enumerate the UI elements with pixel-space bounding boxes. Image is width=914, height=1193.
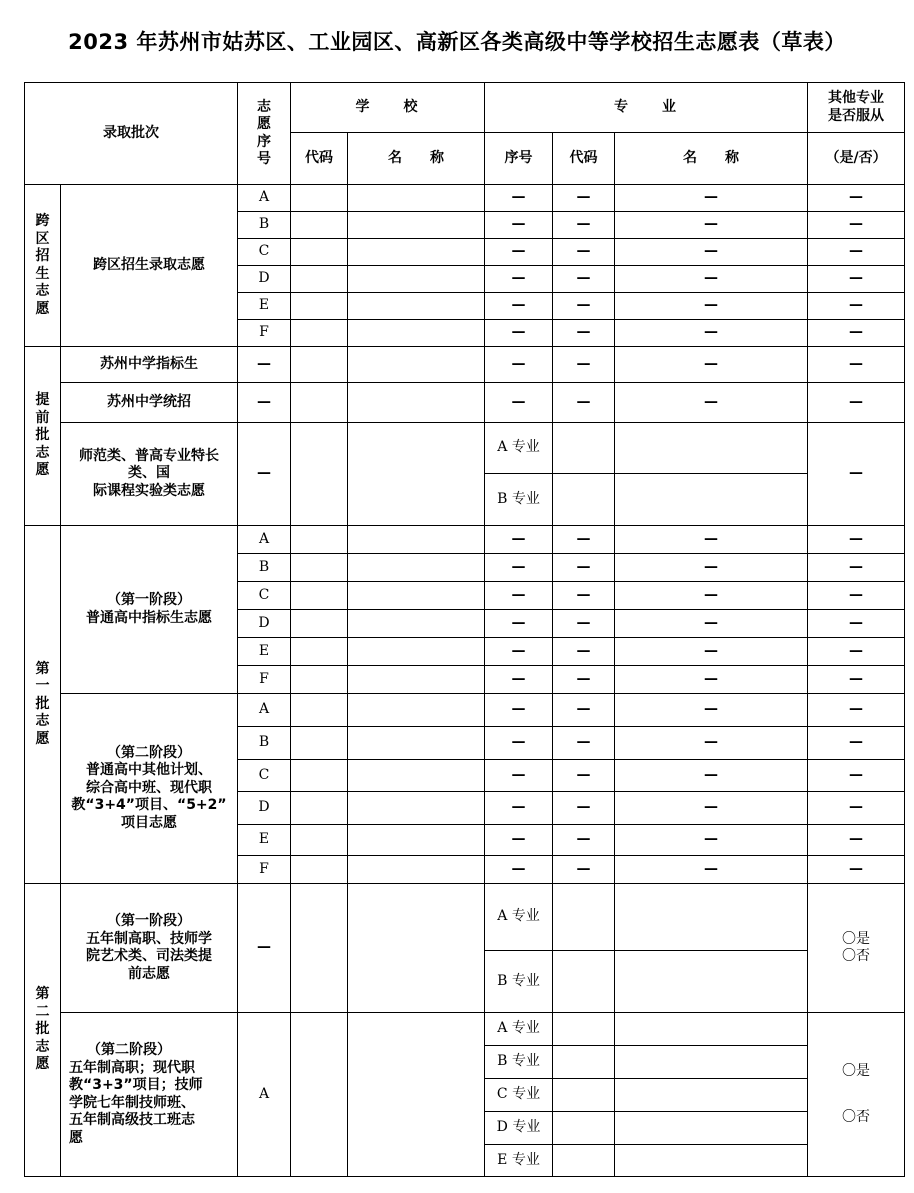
dash: —	[553, 666, 615, 694]
obey-options	[808, 884, 905, 1013]
dash: —	[808, 582, 905, 610]
dash: —	[808, 638, 905, 666]
dash: —	[485, 293, 553, 320]
dash: —	[485, 347, 553, 383]
dash: —	[615, 526, 808, 554]
school-name-cell[interactable]	[348, 320, 485, 347]
dash: —	[553, 554, 615, 582]
application-form-table	[24, 82, 905, 1177]
dash: —	[553, 856, 615, 884]
school-name-cell[interactable]	[348, 526, 485, 554]
header-major: 专 业	[485, 83, 808, 133]
dash: —	[485, 185, 553, 212]
header-school-name: 名 称	[348, 133, 485, 185]
major-name-cell[interactable]	[615, 1079, 808, 1112]
dash: —	[553, 694, 615, 727]
letter-d: D	[238, 610, 291, 638]
school-code-cell[interactable]	[291, 694, 348, 727]
header-obey: 其他专业 是否服从	[808, 83, 905, 133]
letter-f: F	[238, 666, 291, 694]
school-name-cell[interactable]	[348, 423, 485, 526]
school-code-cell[interactable]	[291, 185, 348, 212]
dash: —	[615, 856, 808, 884]
letter-e: E	[238, 825, 291, 856]
dash: —	[808, 320, 905, 347]
school-name-cell[interactable]	[348, 760, 485, 792]
school-code-cell[interactable]	[291, 760, 348, 792]
major-name-cell[interactable]	[615, 1145, 808, 1177]
dash: —	[485, 694, 553, 727]
letter-c: C	[238, 582, 291, 610]
school-code-cell[interactable]	[291, 825, 348, 856]
dash: —	[808, 760, 905, 792]
dash: —	[808, 212, 905, 239]
school-name-cell[interactable]	[348, 610, 485, 638]
school-code-cell[interactable]	[291, 320, 348, 347]
letter-b: B	[238, 212, 291, 239]
table-row	[25, 884, 905, 951]
dash: —	[485, 526, 553, 554]
major-code-cell[interactable]	[553, 1145, 615, 1177]
major-code-cell[interactable]	[553, 1112, 615, 1145]
dash: —	[238, 383, 291, 423]
major-name-cell[interactable]	[615, 1046, 808, 1079]
school-name-cell[interactable]	[348, 792, 485, 825]
major-name-cell[interactable]	[615, 1112, 808, 1145]
dash: —	[808, 694, 905, 727]
school-code-cell[interactable]	[291, 666, 348, 694]
dash: —	[238, 423, 291, 526]
school-code-cell[interactable]	[291, 610, 348, 638]
school-name-cell[interactable]	[348, 666, 485, 694]
letter-e: E	[238, 293, 291, 320]
school-code-cell[interactable]	[291, 239, 348, 266]
letter-d: D	[238, 266, 291, 293]
dash: —	[615, 727, 808, 760]
table-row	[25, 185, 905, 212]
letter-c: C	[238, 239, 291, 266]
obey-options	[808, 1013, 905, 1177]
table-row	[25, 423, 905, 474]
school-code-cell[interactable]	[291, 856, 348, 884]
letter-a: A	[238, 526, 291, 554]
school-code-cell[interactable]	[291, 638, 348, 666]
school-code-cell[interactable]	[291, 884, 348, 1013]
major-code-cell[interactable]	[553, 1046, 615, 1079]
dash: —	[553, 320, 615, 347]
dash: —	[553, 792, 615, 825]
dash: —	[485, 610, 553, 638]
dash: —	[553, 526, 615, 554]
header-major-name: 名 称	[615, 133, 808, 185]
school-code-cell[interactable]	[291, 727, 348, 760]
major-b-label: B 专业	[485, 951, 553, 1013]
major-code-cell[interactable]	[553, 423, 615, 474]
dash: —	[485, 760, 553, 792]
dash: —	[808, 423, 905, 526]
school-name-cell[interactable]	[348, 727, 485, 760]
major-c-label: C 专业	[485, 1079, 553, 1112]
dash: —	[808, 610, 905, 638]
letter-a: A	[238, 185, 291, 212]
dash: —	[553, 212, 615, 239]
dash: —	[808, 239, 905, 266]
school-name-cell[interactable]	[348, 266, 485, 293]
dash: —	[615, 212, 808, 239]
dash: —	[615, 666, 808, 694]
dash: —	[615, 185, 808, 212]
dash: —	[615, 610, 808, 638]
school-code-cell[interactable]	[291, 347, 348, 383]
table-row	[25, 694, 905, 727]
dash: —	[485, 212, 553, 239]
no-radio[interactable]: 〇否	[842, 948, 871, 964]
letter-b: B	[238, 554, 291, 582]
dash: —	[553, 383, 615, 423]
major-name-cell[interactable]	[615, 423, 808, 474]
dash: —	[808, 383, 905, 423]
header-batch: 录取批次	[25, 83, 238, 185]
major-code-cell[interactable]	[553, 1013, 615, 1046]
dash: —	[485, 856, 553, 884]
dash: —	[485, 638, 553, 666]
dash: —	[615, 792, 808, 825]
no-radio[interactable]: 〇否	[842, 1108, 871, 1125]
dash: —	[553, 760, 615, 792]
dash: —	[808, 666, 905, 694]
dash: —	[485, 727, 553, 760]
dash: —	[615, 694, 808, 727]
school-code-cell[interactable]	[291, 582, 348, 610]
dash: —	[615, 760, 808, 792]
dash: —	[808, 856, 905, 884]
school-code-cell[interactable]	[291, 526, 348, 554]
school-name-cell[interactable]	[348, 239, 485, 266]
label-cross: 跨区招生录取志愿	[61, 185, 238, 347]
dash: —	[485, 792, 553, 825]
dash: —	[485, 266, 553, 293]
dash: —	[553, 582, 615, 610]
school-name-cell[interactable]	[348, 582, 485, 610]
school-code-cell[interactable]	[291, 554, 348, 582]
school-code-cell[interactable]	[291, 1013, 348, 1177]
school-name-cell[interactable]	[348, 293, 485, 320]
form-title: 2023 年苏州市姑苏区、工业园区、高新区各类高级中等学校招生志愿表（草表）	[68, 30, 846, 54]
dash: —	[553, 347, 615, 383]
dash: —	[553, 266, 615, 293]
table-row	[25, 347, 905, 383]
letter-d: D	[238, 792, 291, 825]
group-second: 第 二 批 志 愿	[25, 884, 61, 1177]
label-suzhou-general: 苏州中学统招	[61, 383, 238, 423]
school-code-cell[interactable]	[291, 266, 348, 293]
dash: —	[615, 266, 808, 293]
major-e-label: E 专业	[485, 1145, 553, 1177]
dash: —	[553, 610, 615, 638]
dash: —	[615, 638, 808, 666]
group-advance: 提 前 批 志 愿	[25, 347, 61, 526]
letter-a: A	[238, 1013, 291, 1177]
dash: —	[615, 582, 808, 610]
dash: —	[485, 383, 553, 423]
dash: —	[615, 239, 808, 266]
major-a-label: A 专业	[485, 423, 553, 474]
table-row	[25, 383, 905, 423]
header-major-seq: 序号	[485, 133, 553, 185]
school-name-cell[interactable]	[348, 554, 485, 582]
group-first: 第 一 批 志 愿	[25, 526, 61, 884]
school-name-cell[interactable]	[348, 185, 485, 212]
header-major-code: 代码	[553, 133, 615, 185]
header-school: 学 校	[291, 83, 485, 133]
school-name-cell[interactable]	[348, 694, 485, 727]
dash: —	[485, 320, 553, 347]
dash: —	[485, 239, 553, 266]
major-a-label: A 专业	[485, 1013, 553, 1046]
major-b-label: B 专业	[485, 474, 553, 526]
dash: —	[808, 727, 905, 760]
school-code-cell[interactable]	[291, 423, 348, 526]
label-special: 师范类、普高专业特长类、国 际课程实验类志愿	[61, 423, 238, 526]
major-b-label: B 专业	[485, 1046, 553, 1079]
major-code-cell[interactable]	[553, 951, 615, 1013]
dash: —	[553, 727, 615, 760]
dash: —	[485, 825, 553, 856]
header-row-1	[25, 83, 905, 133]
dash: —	[808, 554, 905, 582]
dash: —	[553, 293, 615, 320]
label-first-stage1: （第一阶段） 普通高中指标生志愿	[61, 526, 238, 694]
dash: —	[615, 383, 808, 423]
dash: —	[808, 347, 905, 383]
letter-c: C	[238, 760, 291, 792]
dash: —	[808, 266, 905, 293]
dash: —	[553, 825, 615, 856]
label-first-stage2: （第二阶段） 普通高中其他计划、 综合高中班、现代职 教“3+4”项目、“5+2” 项目志愿	[61, 694, 238, 884]
header-yes-no: （是/否）	[808, 133, 905, 185]
dash: —	[615, 554, 808, 582]
school-code-cell[interactable]	[291, 293, 348, 320]
school-name-cell[interactable]	[348, 856, 485, 884]
label-second-stage1: （第一阶段） 五年制高职、技师学 院艺术类、司法类提 前志愿	[61, 884, 238, 1013]
major-code-cell[interactable]	[553, 474, 615, 526]
letter-f: F	[238, 856, 291, 884]
letter-b: B	[238, 727, 291, 760]
school-name-cell[interactable]	[348, 638, 485, 666]
letter-f: F	[238, 320, 291, 347]
dash: —	[485, 666, 553, 694]
dash: —	[553, 239, 615, 266]
yes-radio[interactable]: 〇是	[842, 930, 871, 947]
school-code-cell[interactable]	[291, 383, 348, 423]
major-name-cell[interactable]	[615, 1013, 808, 1046]
table-row	[25, 526, 905, 554]
school-name-cell[interactable]	[348, 884, 485, 1013]
letter-e: E	[238, 638, 291, 666]
dash: —	[553, 638, 615, 666]
header-school-code: 代码	[291, 133, 348, 185]
label-second-stage2: （第二阶段） 五年制高职；现代职 教“3+3”项目；技师 学院七年制技师班、 五年制高级技工班志 愿	[61, 1013, 238, 1177]
dash: —	[553, 185, 615, 212]
school-code-cell[interactable]	[291, 212, 348, 239]
dash: —	[238, 884, 291, 1013]
school-name-cell[interactable]	[348, 1013, 485, 1177]
dash: —	[808, 792, 905, 825]
school-name-cell[interactable]	[348, 383, 485, 423]
dash: —	[808, 293, 905, 320]
major-code-cell[interactable]	[553, 1079, 615, 1112]
dash: —	[808, 185, 905, 212]
dash: —	[808, 825, 905, 856]
yes-radio[interactable]: 〇是	[842, 1062, 871, 1079]
dash: —	[615, 320, 808, 347]
dash: —	[615, 825, 808, 856]
major-code-cell[interactable]	[553, 884, 615, 951]
school-code-cell[interactable]	[291, 792, 348, 825]
group-cross: 跨 区 招 生 志 愿	[25, 185, 61, 347]
dash: —	[485, 582, 553, 610]
label-suzhou-quota: 苏州中学指标生	[61, 347, 238, 383]
major-a-label: A 专业	[485, 884, 553, 951]
dash: —	[808, 526, 905, 554]
major-name-cell[interactable]	[615, 474, 808, 526]
dash: —	[615, 347, 808, 383]
school-name-cell[interactable]	[348, 825, 485, 856]
school-name-cell[interactable]	[348, 212, 485, 239]
dash: —	[485, 554, 553, 582]
major-name-cell[interactable]	[615, 951, 808, 1013]
letter-a: A	[238, 694, 291, 727]
major-d-label: D 专业	[485, 1112, 553, 1145]
table-row	[25, 1013, 905, 1046]
header-seq: 志 愿 序 号	[238, 83, 291, 185]
dash: —	[238, 347, 291, 383]
dash: —	[615, 293, 808, 320]
school-name-cell[interactable]	[348, 347, 485, 383]
major-name-cell[interactable]	[615, 884, 808, 951]
